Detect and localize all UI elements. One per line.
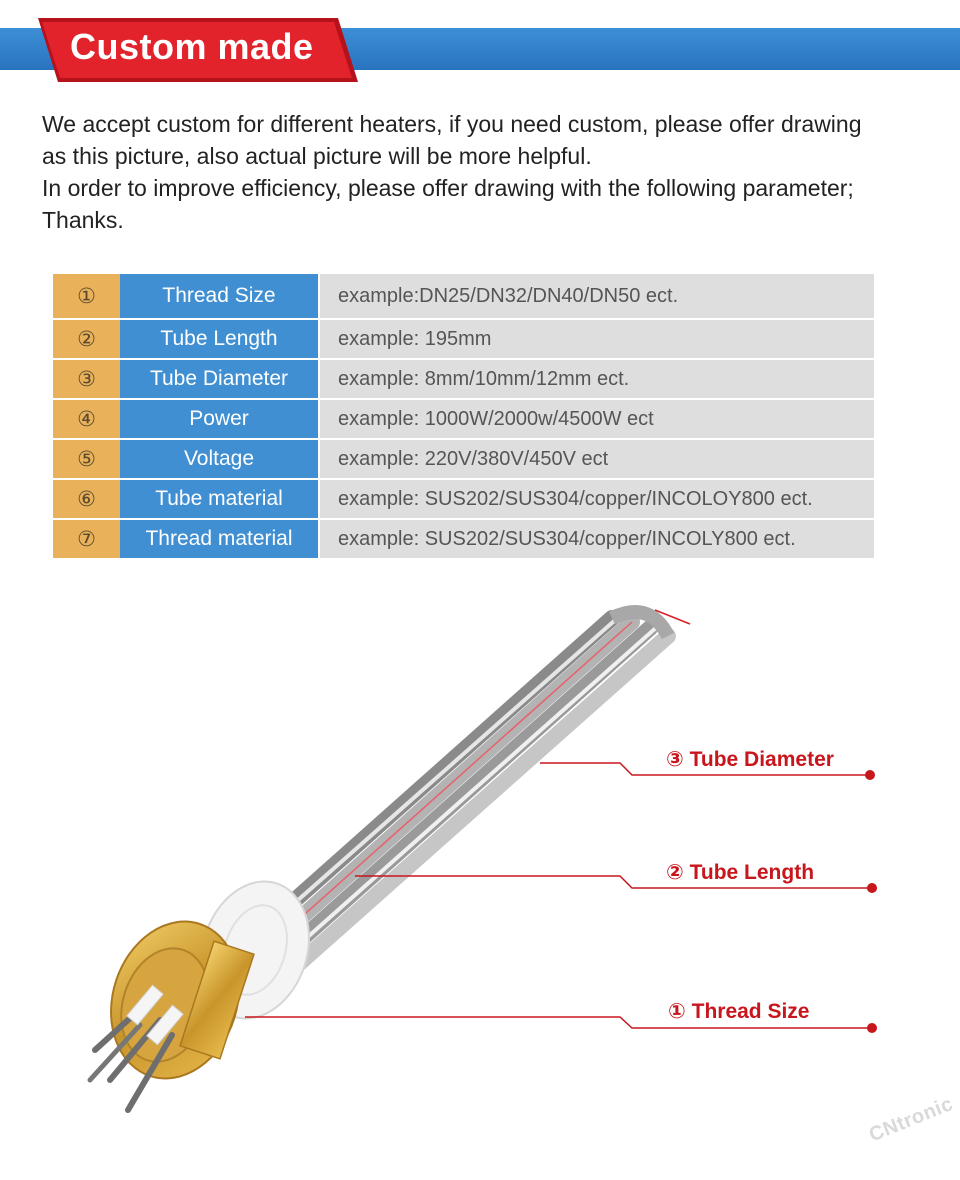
intro-line-4: Thanks. [42, 207, 124, 233]
intro-line-2: as this picture, also actual picture will be more helpful. [42, 143, 592, 169]
row-number: ① [53, 274, 120, 318]
table-row [53, 360, 874, 400]
heater-illustration [0, 580, 960, 1160]
page-title: Custom made [70, 26, 314, 67]
param-name: Power [120, 400, 320, 438]
callout-tube-diameter: ③ Tube Diameter [666, 748, 834, 771]
table-row [53, 520, 874, 560]
param-name: Tube material [120, 480, 320, 518]
param-example: example: 8mm/10mm/12mm ect. [320, 360, 874, 398]
row-number: ⑥ [53, 480, 120, 518]
callout-dot-thread [867, 1023, 877, 1033]
param-example: example: SUS202/SUS304/copper/INCOLY800 ect. [320, 520, 874, 558]
row-number: ③ [53, 360, 120, 398]
table-row [53, 274, 874, 320]
callout-dot-length [867, 883, 877, 893]
param-name: Tube Diameter [120, 360, 320, 398]
parameter-table [53, 274, 874, 560]
row-number: ⑤ [53, 440, 120, 478]
param-example: example: 220V/380V/450V ect [320, 440, 874, 478]
param-name: Thread Size [120, 274, 320, 318]
row-number: ④ [53, 400, 120, 438]
param-example: example: SUS202/SUS304/copper/INCOLOY800 ect. [320, 480, 874, 518]
table-row [53, 440, 874, 480]
intro-line-1: We accept custom for different heaters, if you need custom, please offer drawing [42, 111, 862, 137]
param-example: example: 1000W/2000w/4500W ect [320, 400, 874, 438]
table-row [53, 320, 874, 360]
row-number: ⑦ [53, 520, 120, 558]
param-name: Voltage [120, 440, 320, 478]
callout-tube-length: ② Tube Length [666, 861, 815, 884]
param-example: example: 195mm [320, 320, 874, 358]
intro-line-3: In order to improve efficiency, please offer drawing with the following parameter; [42, 175, 854, 201]
intro-text [42, 108, 932, 236]
callout-thread-size: ① Thread Size [668, 1000, 810, 1023]
param-example: example:DN25/DN32/DN40/DN50 ect. [320, 274, 874, 318]
table-row [53, 480, 874, 520]
brand-watermark: CNtronic [866, 1092, 957, 1147]
row-number: ② [53, 320, 120, 358]
callout-dot-diameter [865, 770, 875, 780]
table-row [53, 400, 874, 440]
param-name: Tube Length [120, 320, 320, 358]
param-name: Thread material [120, 520, 320, 558]
